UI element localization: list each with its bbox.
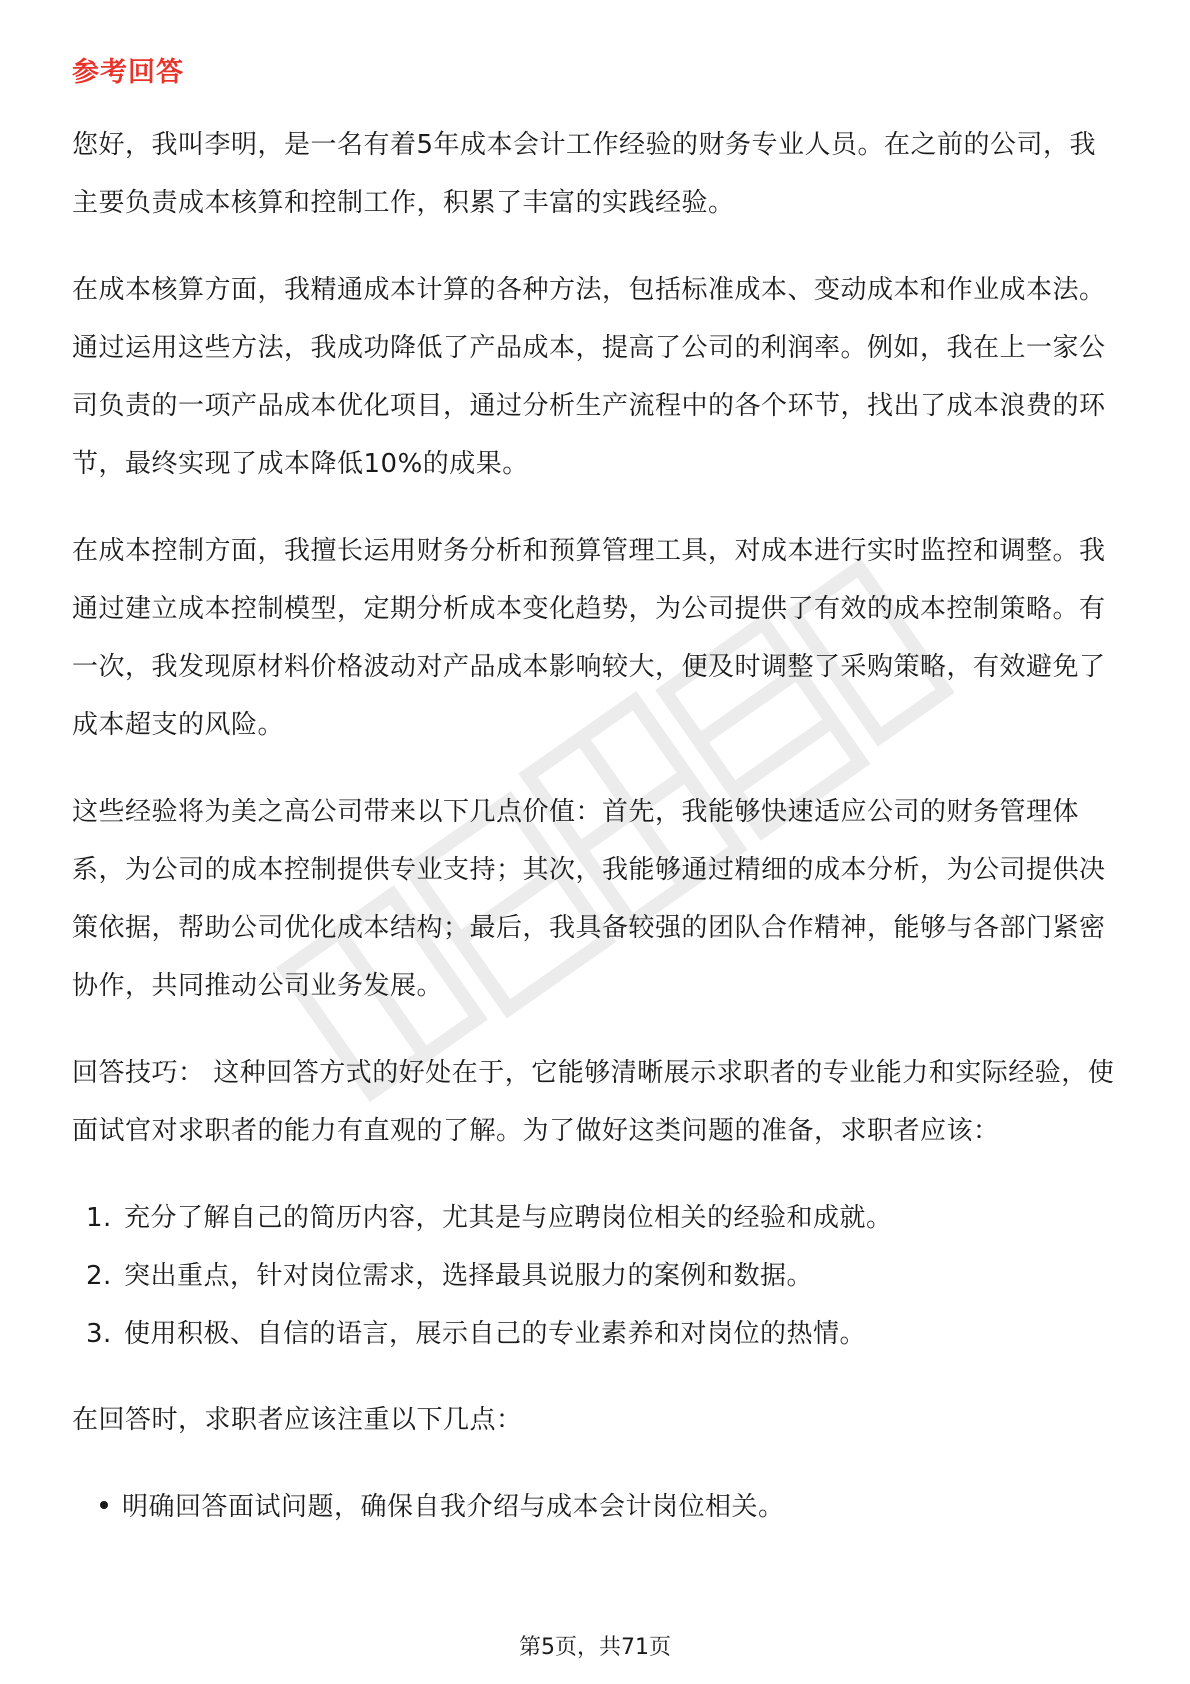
list-item-number: 3. (86, 1319, 112, 1349)
list-item-number: 1. (86, 1203, 112, 1233)
paragraph-focus-intro: 在回答时，求职者应该注重以下几点： (72, 1405, 523, 1435)
list-item-text: 充分了解自己的简历内容，尤其是与应聘岗位相关的经验和成就。 (124, 1203, 893, 1233)
paragraph-intro: 您好，我叫李明，是一名有着5年成本会计工作经验的财务专业人员。在之前的公司，我主要负责成本核算和控制工作，积累了丰富的实践经验。 (72, 130, 1097, 218)
list-item (72, 1189, 1122, 1247)
list-item (72, 1478, 1122, 1536)
list-item-text: 突出重点，针对岗位需求，选择最具说服力的案例和数据。 (124, 1261, 814, 1291)
focus-list (72, 1478, 1122, 1536)
section-heading: 参考回答 (72, 57, 184, 88)
paragraph-tips: 回答技巧： 这种回答方式的好处在于，它能够清晰展示求职者的专业能力和实际经验，使面试官对求职者的能力有直观的了解。为了做好这类问题的准备，求职者应该： (72, 1058, 1115, 1146)
list-item-text: 明确回答面试问题，确保自我介绍与成本会计岗位相关。 (122, 1492, 785, 1522)
paragraph-control: 在成本控制方面，我擅长运用财务分析和预算管理工具，对成本进行实时监控和调整。我通过建立成本控制模型，定期分析成本变化趋势，为公司提供了有效的成本控制策略。有一次，我发现原材料价格波动对产品成本影响较大，便及时调整了采购策略，有效避免了成本超支的风险。 (72, 536, 1106, 740)
list-item-text: 使用积极、自信的语言，展示自己的专业素养和对岗位的热情。 (124, 1319, 867, 1349)
paragraph-accounting: 在成本核算方面，我精通成本计算的各种方法，包括标准成本、变动成本和作业成本法。通过运用这些方法，我成功降低了产品成本，提高了公司的利润率。例如，我在上一家公司负责的一项产品成本优化项目，通过分析生产流程中的各个环节，找出了成本浪费的环节，最终实现了成本降低10%的成果。 (72, 275, 1106, 479)
list-item (72, 1305, 1122, 1363)
bullet-icon (100, 1501, 108, 1509)
list-item-number: 2. (86, 1261, 112, 1291)
answer-content (72, 116, 1122, 1536)
list-item (72, 1247, 1122, 1305)
paragraph-value: 这些经验将为美之高公司带来以下几点价值：首先，我能够快速适应公司的财务管理体系，为公司的成本控制提供专业支持；其次，我能够通过精细的成本分析，为公司提供决策依据，帮助公司优化成本结构；最后，我具备较强的团队合作精神，能够与各部门紧密协作，共同推动公司业务发展。 (72, 797, 1106, 1001)
page-number: 第5页，共71页 (519, 1635, 671, 1660)
tips-list (72, 1189, 1122, 1363)
